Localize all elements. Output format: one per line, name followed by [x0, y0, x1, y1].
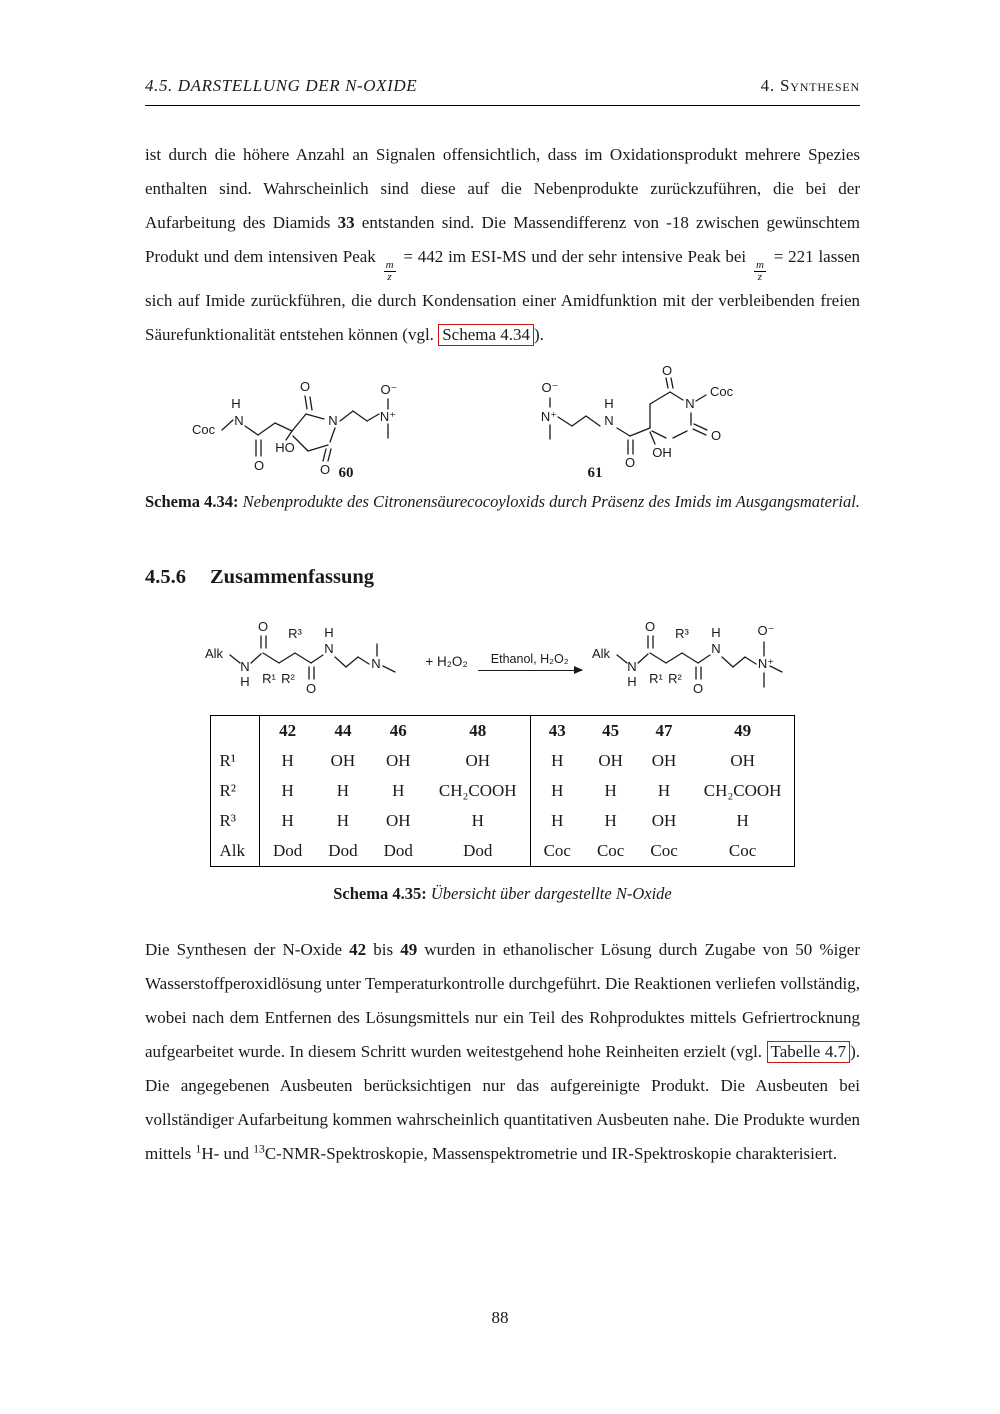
- mz-fraction-2: [754, 260, 766, 284]
- table-cell: Dod: [463, 841, 493, 861]
- table-cell: Coc: [596, 841, 625, 861]
- table-cell: H: [604, 781, 617, 801]
- atom-label-h: H: [710, 625, 721, 641]
- table-row: [210, 746, 795, 776]
- row-label: R³: [219, 811, 236, 831]
- atom-label-r1: R¹: [648, 671, 663, 687]
- atom-label-h: H: [230, 395, 241, 411]
- atom-label-h: H: [603, 395, 614, 411]
- plus-h2o2-text: + H₂O₂: [425, 653, 468, 669]
- table-cell: H: [260, 776, 316, 806]
- caption-text: Übersicht über dargestellte N-Oxide: [426, 884, 672, 904]
- table-cell: CH₂COOH: [438, 781, 517, 801]
- arrow-shaft: [478, 670, 582, 671]
- para1-text-1: ist durch die höhere Anzahl an Signalen offensichtlich, dass im Oxidationsprodukt mehrere Spezies enthalten sind. Wahrscheinlich sind diese auf die Nebenprodukte zurückzuführen, die bei der Aufarbeitung des Diamids: [145, 145, 860, 232]
- table-row: [210, 836, 795, 867]
- atom-label-n-plus: N⁺: [379, 408, 396, 424]
- atom-labels-61: [540, 364, 733, 479]
- caption-label: Schema 4.35:: [333, 884, 427, 904]
- para2-text-5: H- und: [201, 1143, 254, 1163]
- reaction-conditions-label: Ethanol, H₂O₂: [490, 651, 569, 666]
- atom-label-n-plus: N⁺: [757, 656, 774, 672]
- para1-text-3: = 442 im ESI-MS und der sehr intensive Peak bei: [398, 247, 751, 266]
- atom-label-n: N: [603, 412, 614, 428]
- atom-label-r3: R³: [288, 626, 303, 642]
- table-header: 46: [389, 721, 407, 741]
- para2-text-2: bis: [366, 939, 401, 959]
- table-cell: Coc: [530, 836, 584, 867]
- running-head-chapter: 4. Synthesen: [760, 76, 860, 95]
- atom-labels-reagent: [205, 619, 381, 696]
- atom-label-h: H: [324, 625, 335, 641]
- table-cell: H: [336, 781, 350, 801]
- schema-434-figure: [145, 364, 860, 479]
- schema-434-reference-link[interactable]: Schema 4.34: [438, 324, 534, 346]
- atom-label-o: O: [319, 461, 330, 477]
- atom-label-o: O: [644, 619, 655, 635]
- compound-61-number: 61: [587, 464, 602, 479]
- bond-lines-reagent: [230, 636, 395, 679]
- table-cell: H: [530, 776, 584, 806]
- atom-label-alk: Alk: [591, 646, 610, 662]
- table-cell: Dod: [383, 841, 413, 861]
- table-cell: CH₂COOH: [703, 781, 782, 801]
- atom-label-ho: HO: [274, 439, 295, 455]
- running-head-section: 4.5. DARSTELLUNG DER N-OXIDE: [145, 76, 418, 95]
- table-cell: OH: [730, 751, 755, 771]
- schema-435-caption: [145, 881, 860, 907]
- para1-text-2: entstanden sind. Die Massendifferenz von -18 zwischen gewünschtem Produkt und dem intensiven Peak: [145, 213, 860, 266]
- schema-435-reaction: [145, 615, 860, 707]
- atom-label-h: H: [626, 674, 637, 690]
- tabelle-47-reference-link[interactable]: Tabelle 4.7: [767, 1041, 851, 1063]
- atom-label-o-minus: O⁻: [541, 379, 558, 395]
- table-header-row: [210, 716, 795, 747]
- row-label: Alk: [219, 841, 246, 861]
- table-cell: OH: [598, 751, 623, 771]
- atom-label-n: N: [684, 395, 695, 411]
- table-cell: Coc: [650, 841, 678, 861]
- superscript-1h: 1: [195, 1142, 202, 1156]
- table-header: 42: [260, 716, 316, 747]
- para2-text-3: wurden in ethanolischer Lösung durch Zugabe von 50 %iger Wasserstoffperoxidlösung unter Temperaturkontrolle durchgeführt. Die Reaktionen verliefen vollständig, wobei nach dem Entfernen des Lösungsmittels nur ein Teil des Rohproduktes mittels Gefriertrocknung aufgearbeitet wurde. In diesem Schritt wurden weitestgehend hohe Reinheiten erzielt (vgl.: [145, 939, 861, 1061]
- table-cell: H: [604, 811, 617, 831]
- atom-label-h: H: [240, 674, 251, 690]
- table-header: 49: [734, 721, 752, 741]
- atom-label-o: O: [253, 457, 264, 473]
- bond-lines-60: [222, 396, 388, 461]
- page-footer: [0, 1308, 1000, 1328]
- table-cell: H: [260, 806, 316, 836]
- table-header: 47: [655, 721, 673, 741]
- atom-label-o: O: [299, 378, 310, 394]
- caption-label: Schema 4.34:: [145, 491, 239, 511]
- table-cell: Coc: [728, 841, 757, 861]
- table-corner-cell: [210, 716, 260, 747]
- atom-label-alk: Alk: [205, 646, 224, 662]
- table-cell: H: [260, 746, 316, 776]
- table-cell: OH: [385, 811, 411, 831]
- atom-label-n-plus: N⁺: [540, 408, 557, 424]
- structure-61: [520, 364, 820, 479]
- atom-label-coc: Coc: [709, 383, 733, 399]
- table-cell: OH: [385, 751, 411, 771]
- atom-label-n: N: [371, 656, 382, 672]
- atom-label-n: N: [626, 659, 637, 675]
- para2-text-6: C-NMR-Spektroskopie, Massenspektrometrie und IR-Spektroskopie charakterisiert.: [264, 1143, 838, 1163]
- atom-label-o: O: [661, 363, 672, 378]
- table-header: 45: [602, 721, 620, 741]
- table-cell: Dod: [260, 836, 316, 867]
- atom-label-r2: R²: [667, 671, 682, 687]
- table-cell: H: [657, 781, 671, 801]
- atom-label-oh: OH: [651, 444, 672, 460]
- atom-label-n: N: [324, 641, 335, 657]
- table-cell: H: [471, 811, 484, 831]
- atom-label-o-minus: O⁻: [757, 623, 775, 639]
- compound-33-number: 33: [337, 213, 355, 232]
- page-number: 88: [491, 1308, 509, 1327]
- atom-label-o: O: [624, 454, 635, 470]
- paragraph-2: [145, 933, 860, 1171]
- paragraph-1: [145, 138, 860, 352]
- table-header: 43: [530, 716, 584, 747]
- atom-label-r2: R²: [281, 671, 296, 687]
- compound-49-number: 49: [400, 939, 418, 959]
- table-header: 44: [334, 721, 352, 741]
- superscript-13c: 13: [253, 1142, 265, 1156]
- row-label: R¹: [219, 751, 236, 771]
- table-row: [210, 806, 795, 836]
- para1-text-4: = 221 lassen sich auf Imide zurückführen, die durch Kondensation einer Amidfunktion mit der verbleibenden freien Säurefunktionalität entstehen können (vgl.: [145, 247, 860, 344]
- table-cell: OH: [651, 751, 677, 771]
- table-cell: H: [530, 746, 584, 776]
- table-header: 48: [469, 721, 487, 741]
- running-head: [145, 76, 860, 96]
- compound-60-number: 60: [338, 464, 353, 479]
- schema-434-caption: [145, 489, 860, 515]
- atom-label-o-minus: O⁻: [380, 381, 397, 397]
- table-cell: OH: [330, 751, 356, 771]
- atom-label-n: N: [327, 412, 338, 428]
- mz-numerator: m: [385, 258, 394, 271]
- section-heading-456: [145, 566, 860, 589]
- para2-text-1: Die Synthesen der N-Oxide: [145, 939, 350, 959]
- noxide-overview-table: [210, 715, 796, 867]
- compound-42-number: 42: [349, 939, 367, 959]
- atom-label-o: O: [306, 681, 317, 697]
- table-cell: H: [336, 811, 350, 831]
- table-cell: H: [530, 806, 584, 836]
- reagent-structure: [203, 615, 415, 707]
- atom-label-n: N: [710, 641, 721, 657]
- mz-denominator: z: [757, 271, 763, 284]
- section-number: 4.5.6: [145, 566, 186, 589]
- section-title: Zusammenfassung: [210, 566, 375, 589]
- atom-label-o: O: [258, 619, 269, 635]
- atom-label-n: N: [240, 659, 251, 675]
- atom-label-r3: R³: [674, 626, 689, 642]
- reaction-arrow: [478, 652, 582, 671]
- table-cell: OH: [465, 751, 490, 771]
- mz-fraction-1: [384, 260, 396, 284]
- row-label: R²: [219, 781, 236, 801]
- para2-text-4: ). Die angegebenen Ausbeuten berücksichtigen nur das aufgereinigte Produkt. Die Ausbeuten bei vollständiger Aufarbeitung kommen wahrscheinlich quantitativen Ausbeuten nahe. Die Produkte wurden mittels: [145, 1041, 860, 1163]
- table-cell: OH: [651, 811, 677, 831]
- atom-label-n: N: [233, 412, 244, 428]
- mz-denominator: z: [387, 271, 392, 284]
- para1-text-5: ).: [534, 324, 544, 344]
- product-structure: [590, 615, 802, 707]
- table-cell: H: [392, 781, 405, 801]
- atom-label-o: O: [692, 681, 703, 697]
- table-cell: H: [736, 811, 749, 831]
- table-row: [210, 776, 795, 806]
- table-cell: Dod: [328, 841, 358, 861]
- atom-label-o: O: [710, 427, 721, 443]
- caption-text: Nebenprodukte des Citronensäurecocoyloxids durch Präsenz des Imids im Ausgangsmaterial.: [238, 491, 860, 511]
- bond-lines-61: [550, 378, 707, 454]
- atom-label-r1: R¹: [262, 671, 277, 687]
- head-rule: [145, 105, 860, 106]
- mz-numerator: m: [755, 258, 764, 271]
- atom-label-coc: Coc: [191, 421, 215, 437]
- structure-60: [186, 364, 486, 479]
